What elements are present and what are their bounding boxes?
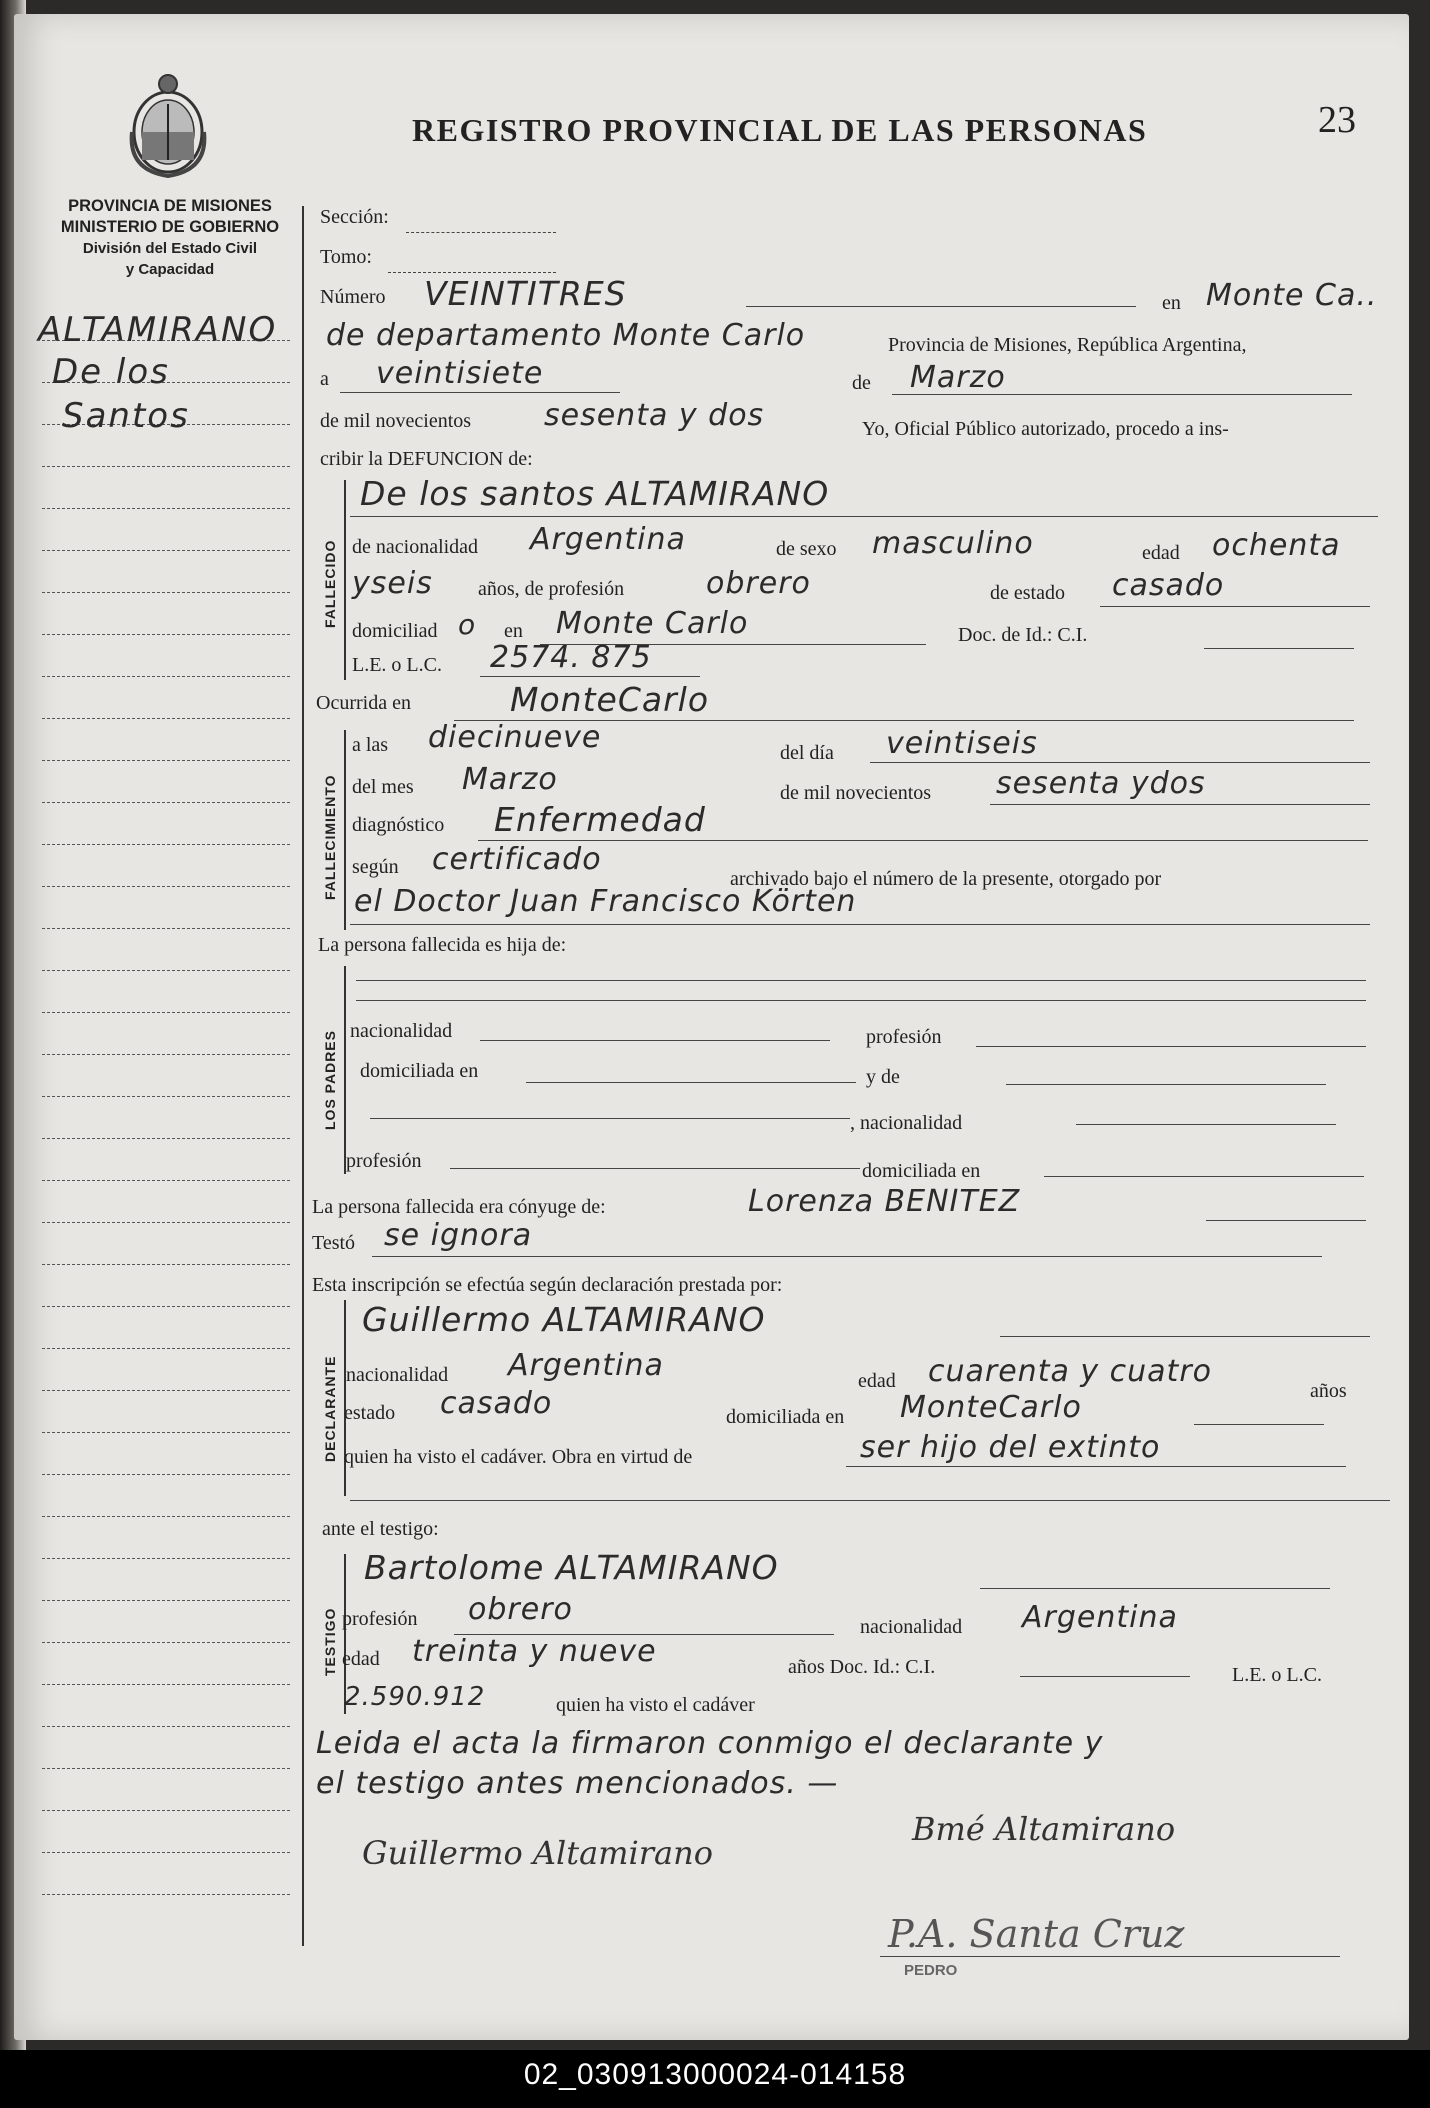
ano-value: sesenta y dos xyxy=(544,398,765,433)
madre-profesion-label: profesión xyxy=(346,1150,422,1172)
edad-value-2: yseis xyxy=(352,566,433,601)
a-label: a xyxy=(320,368,329,390)
margin-name-line3: Santos xyxy=(62,396,190,436)
padre-line-1 xyxy=(356,980,1366,981)
padre-domiciliada-line xyxy=(526,1082,856,1083)
margin-ruled-line xyxy=(42,634,290,635)
del-dia-line xyxy=(870,762,1370,763)
margin-ruled-line xyxy=(42,802,290,803)
org-line-4: y Capacidad xyxy=(125,261,215,278)
org-line-1: PROVINCIA DE MISIONES xyxy=(68,197,272,215)
declarante-virtud-line xyxy=(846,1466,1346,1467)
oficial-signature: P.A. Santa Cruz xyxy=(888,1912,1185,1956)
departamento-value: de departamento Monte Carlo xyxy=(326,318,806,353)
padre-line-2 xyxy=(356,1000,1366,1001)
testigo-nacionalidad-value: Argentina xyxy=(1022,1600,1178,1635)
margin-ruled-line xyxy=(42,1180,290,1181)
declarante-estado-label: estado xyxy=(344,1402,396,1424)
seccion-label: Sección: xyxy=(320,206,389,228)
estado-label: de estado xyxy=(990,582,1065,604)
anos-profesion-label: años, de profesión xyxy=(478,578,625,600)
testigo-le-lc-label: L.E. o L.C. xyxy=(1232,1664,1322,1686)
fallecimiento-bracket xyxy=(344,730,346,930)
padre-nacionalidad-line xyxy=(480,1040,830,1041)
issuing-organization xyxy=(40,196,300,280)
domicilio-en-label: en xyxy=(504,620,523,642)
testigo-signature: Bmé Altamirano xyxy=(912,1810,1176,1848)
le-lc-value: 2574. 875 xyxy=(490,640,652,675)
fallecido-bracket xyxy=(344,480,346,680)
numero-line xyxy=(746,306,1136,307)
margin-ruled-line xyxy=(42,886,290,887)
official-stamp: PEDRO xyxy=(904,1962,958,1979)
sexo-value: masculino xyxy=(872,526,1034,561)
a-line xyxy=(340,392,620,393)
madre-domiciliada-label: domiciliada en xyxy=(862,1160,981,1182)
padres-bracket xyxy=(344,966,346,1174)
inscripcion-label: Esta inscripción se efectúa según declaración prestada por: xyxy=(312,1274,783,1296)
segun-value: certificado xyxy=(432,842,602,877)
testigo-value: Bartolome ALTAMIRANO xyxy=(364,1548,779,1587)
section-testigo: TESTIGO xyxy=(322,1607,338,1676)
declarante-value: Guillermo ALTAMIRANO xyxy=(362,1300,766,1339)
margin-ruled-line xyxy=(42,1726,290,1727)
testigo-profesion-label: profesión xyxy=(342,1608,418,1630)
y-de-label: y de xyxy=(866,1066,900,1088)
declarante-domiciliada-label: domiciliada en xyxy=(726,1406,845,1428)
padre-nacionalidad-label: nacionalidad xyxy=(350,1020,453,1042)
declarante-domicilio-line xyxy=(1194,1424,1324,1425)
testigo-anos-doc-label: años Doc. Id.: C.I. xyxy=(788,1656,936,1678)
section-fallecimiento: FALLECIMIENTO xyxy=(322,774,338,900)
margin-ruled-line xyxy=(42,1222,290,1223)
nombre-line xyxy=(350,516,1378,517)
testigo-edad-value: treinta y nueve xyxy=(412,1634,657,1669)
doc-id-line xyxy=(1204,648,1354,649)
sexo-label: de sexo xyxy=(776,538,837,560)
margin-ruled-line xyxy=(42,1138,290,1139)
declarante-nacionalidad-value: Argentina xyxy=(508,1348,664,1383)
declarante-virtud-value: ser hijo del extinto xyxy=(860,1430,1161,1465)
margin-ruled-line xyxy=(42,1474,290,1475)
margin-ruled-line xyxy=(42,1768,290,1769)
madre-nacionalidad-line xyxy=(1076,1124,1336,1125)
testigo-doc-value: 2.590.912 xyxy=(344,1682,486,1712)
testigo-profesion-value: obrero xyxy=(468,1592,573,1627)
testigo-quien-label: quien ha visto el cadáver xyxy=(556,1694,755,1716)
declarante-edad-label: edad xyxy=(858,1370,896,1392)
yo-oficial-label: Yo, Oficial Público autorizado, procedo a ins- xyxy=(862,418,1229,440)
y-de-line xyxy=(1006,1084,1326,1085)
estado-value: casado xyxy=(1112,568,1225,603)
section-fallecido: FALLECIDO xyxy=(322,539,338,628)
section-los-padres: LOS PADRES xyxy=(322,1030,338,1130)
ocurrida-value: MonteCarlo xyxy=(510,680,710,719)
mil-nov-2-line xyxy=(990,804,1370,805)
testo-label: Testó xyxy=(312,1232,356,1254)
le-lc-label: L.E. o L.C. xyxy=(352,654,442,676)
margin-ruled-line xyxy=(42,1054,290,1055)
del-mes-value: Marzo xyxy=(462,762,558,797)
org-line-3: División del Estado Civil xyxy=(82,240,258,257)
margin-ruled-line xyxy=(42,508,290,509)
declarante-anos-label: años xyxy=(1310,1380,1347,1402)
document-id: 02_030913000024-014158 xyxy=(523,2058,907,2091)
declarante-quien-label: quien ha visto el cadáver. Obra en virtud de xyxy=(344,1446,693,1468)
mes-line xyxy=(892,394,1352,395)
cribir-label: cribir la DEFUNCION de: xyxy=(320,448,533,470)
diagnostico-value: Enfermedad xyxy=(494,800,706,839)
margin-divider xyxy=(302,206,304,1946)
mil-novecientos-label: de mil novecientos xyxy=(320,410,472,432)
margin-ruled-line xyxy=(42,466,290,467)
testo-line xyxy=(372,1256,1322,1257)
leida-line-1: Leida el acta la firmaron conmigo el declarante y xyxy=(316,1726,1104,1761)
madre-domiciliada-line xyxy=(1044,1176,1364,1177)
domicilio-value: Monte Carlo xyxy=(556,606,749,641)
conyuge-line xyxy=(1206,1220,1366,1221)
margin-ruled-line xyxy=(42,1810,290,1811)
diagnostico-label: diagnóstico xyxy=(352,814,445,836)
en-label: en xyxy=(1162,292,1181,314)
margin-ruled-line xyxy=(42,1012,290,1013)
ante-testigo-label: ante el testigo: xyxy=(322,1518,439,1540)
numero-label: Número xyxy=(320,286,386,308)
margin-surname: ALTAMIRANO xyxy=(38,310,278,350)
testo-value: se ignora xyxy=(384,1218,533,1253)
margin-ruled-line xyxy=(42,1390,290,1391)
declarante-edad-value: cuarenta y cuatro xyxy=(928,1354,1213,1389)
margin-ruled-line xyxy=(42,1642,290,1643)
declarante-nacionalidad-label: nacionalidad xyxy=(346,1364,449,1386)
a-las-value: diecinueve xyxy=(428,720,602,755)
madre-nacionalidad-label: , nacionalidad xyxy=(850,1112,963,1134)
margin-ruled-line xyxy=(42,1600,290,1601)
declarante-domicilio-value: MonteCarlo xyxy=(900,1390,1082,1425)
conyuge-label: La persona fallecida era cónyuge de: xyxy=(312,1196,606,1218)
padre-domiciliada-label: domiciliada en xyxy=(360,1060,479,1082)
profesion-value: obrero xyxy=(706,566,811,601)
padre-profesion-label: profesión xyxy=(866,1026,942,1048)
segun-label: según xyxy=(352,856,399,878)
del-dia-value: veintiseis xyxy=(886,726,1038,761)
domiciliado-label: domiciliad xyxy=(352,620,438,642)
madre-profesion-line xyxy=(450,1168,860,1169)
mil-nov-2-label: de mil novecientos xyxy=(780,782,932,804)
margin-ruled-line xyxy=(42,1264,290,1265)
declarante-line xyxy=(1000,1336,1370,1337)
margin-ruled-line xyxy=(42,1348,290,1349)
tomo-label: Tomo: xyxy=(320,246,372,268)
nacionalidad-value: Argentina xyxy=(530,522,686,557)
provincia-label: Provincia de Misiones, República Argentina, xyxy=(888,334,1247,356)
margin-ruled-line xyxy=(42,718,290,719)
margin-ruled-line xyxy=(42,592,290,593)
page-title: REGISTRO PROVINCIAL DE LAS PERSONAS xyxy=(412,112,1148,148)
archivado-label: archivado bajo el número de la presente, otorgado por xyxy=(730,868,1162,890)
declarante-end-line xyxy=(350,1500,1390,1501)
hija-de-label: La persona fallecida es hija de: xyxy=(318,934,567,956)
margin-ruled-line xyxy=(42,760,290,761)
section-declarante: DECLARANTE xyxy=(322,1355,338,1462)
margin-ruled-line xyxy=(42,1558,290,1559)
padre-profesion-line xyxy=(976,1046,1366,1047)
madre-line xyxy=(370,1118,850,1119)
a-value: veintisiete xyxy=(376,356,544,391)
tomo-line xyxy=(388,272,556,273)
doc-id-label: Doc. de Id.: C.I. xyxy=(958,624,1088,646)
declarante-signature: Guillermo Altamirano xyxy=(362,1834,713,1872)
nombre-value: De los santos ALTAMIRANO xyxy=(360,474,830,513)
margin-ruled-line xyxy=(42,1894,290,1895)
margin-ruled-line xyxy=(42,1684,290,1685)
del-mes-label: del mes xyxy=(352,776,414,798)
edad-label: edad xyxy=(1142,542,1180,564)
margin-ruled-line xyxy=(42,1096,290,1097)
leida-line-2: el testigo antes mencionados. — xyxy=(316,1766,839,1801)
margin-name-line2: De los xyxy=(52,352,170,392)
conyuge-value: Lorenza BENITEZ xyxy=(748,1184,1021,1219)
del-dia-label: del día xyxy=(780,742,834,764)
testigo-line xyxy=(980,1588,1330,1589)
domiciliado-suffix: o xyxy=(458,608,477,641)
margin-ruled-line xyxy=(42,844,290,845)
en-value: Monte Ca.. xyxy=(1206,278,1378,313)
coat-of-arms-icon xyxy=(128,70,208,182)
testigo-edad-label: edad xyxy=(342,1648,380,1670)
oficial-line xyxy=(880,1956,1340,1957)
diagnostico-line xyxy=(478,840,1368,841)
doctor-value: el Doctor Juan Francisco Körten xyxy=(354,884,857,919)
le-lc-line xyxy=(480,676,700,677)
org-line-2: MINISTERIO DE GOBIERNO xyxy=(60,218,280,236)
edad-value: ochenta xyxy=(1212,528,1341,563)
seccion-line xyxy=(406,232,556,233)
ocurrida-label: Ocurrida en xyxy=(316,692,411,714)
margin-ruled-line xyxy=(42,970,290,971)
testigo-nacionalidad-label: nacionalidad xyxy=(860,1616,963,1638)
testigo-ci-line xyxy=(1020,1676,1190,1677)
nacionalidad-label: de nacionalidad xyxy=(352,536,479,558)
a-las-label: a las xyxy=(352,734,389,756)
margin-ruled-line xyxy=(42,1852,290,1853)
de-label: de xyxy=(852,372,871,394)
margin-ruled-line xyxy=(42,928,290,929)
numero-value: VEINTITRES xyxy=(424,274,627,313)
margin-ruled-line xyxy=(42,550,290,551)
margin-ruled-line xyxy=(42,676,290,677)
margin-ruled-line xyxy=(42,1516,290,1517)
doctor-line xyxy=(350,924,1370,925)
margin-ruled-line xyxy=(42,1306,290,1307)
mes-value: Marzo xyxy=(910,360,1006,395)
declarante-estado-value: casado xyxy=(440,1386,553,1421)
margin-ruled-line xyxy=(42,1432,290,1433)
estado-line xyxy=(1100,606,1370,607)
page-number: 23 xyxy=(1318,99,1356,141)
mil-nov-2-value: sesenta ydos xyxy=(996,766,1206,801)
